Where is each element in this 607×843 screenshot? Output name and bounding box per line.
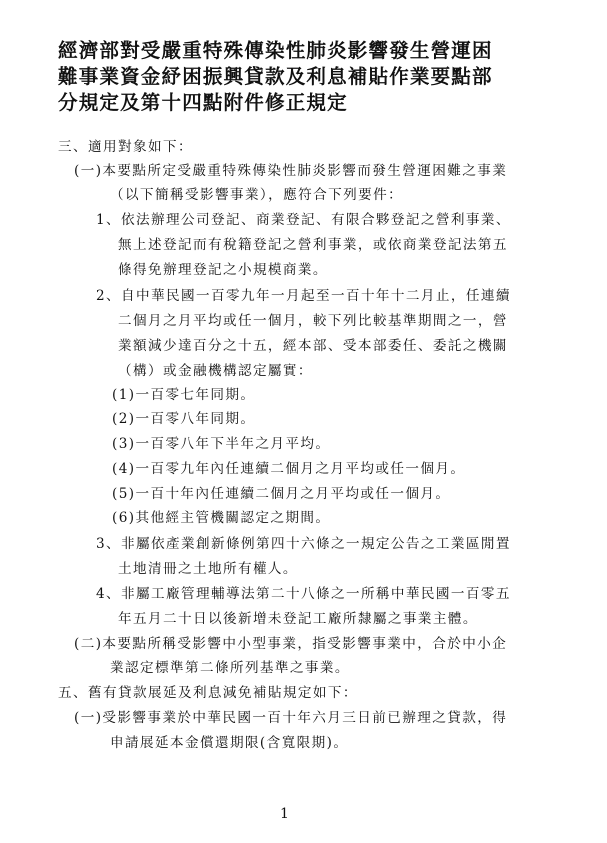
item-1-line-1: 1、依法辦理公司登記、商業登記、有限合夥登記之營利事業、: [96, 212, 511, 228]
item-2-line-1: 2、自中華民國一百零九年一月起至一百十年十二月止，任連續: [96, 288, 511, 304]
section-3-1-line-2: （以下簡稱受影響事業），應符合下列要件：: [110, 187, 404, 203]
sub-item-4: (4)一百零九年內任連續二個月之月平均或任一個月。: [112, 461, 466, 477]
sub-item-3: (3)一百零八年下半年之月平均。: [112, 436, 331, 452]
section-5-1-line-1: (一)受影響事業於中華民國一百十年六月三日前已辦理之貸款，得: [74, 710, 508, 726]
sub-item-6: (6)其他經主管機關認定之期間。: [112, 510, 331, 526]
item-3-line-1: 3、非屬依產業創新條例第四十六條之一規定公告之工業區閒置: [96, 536, 511, 552]
sub-item-5: (5)一百十年內任連續二個月之月平均或任一個月。: [112, 486, 451, 502]
section-3-1-line-1: (一)本要點所定受嚴重特殊傳染性肺炎影響而發生營運困難之事業: [74, 163, 508, 179]
section-5-1-line-2: 申請展延本金償還期限(含寬限期)。: [110, 735, 349, 751]
sub-item-2: (2)一百零八年同期。: [112, 411, 256, 427]
section-5-heading: 五、舊有貸款展延及利息減免補貼規定如下：: [58, 685, 358, 701]
item-4-line-2: 年五月二十日以後新增未登記工廠所隸屬之事業主體。: [118, 611, 478, 627]
section-3-heading: 三、適用對象如下：: [58, 139, 193, 155]
item-3-line-2: 土地清冊之土地所有權人。: [118, 561, 298, 577]
title-line-3: 分規定及第十四點附件修正規定: [58, 91, 348, 114]
item-2-line-2: 二個月之月平均或任一個月，較下列比較基準期間之一，營: [118, 313, 508, 329]
item-2-line-4: （構）或金融機構認定屬實：: [118, 363, 313, 379]
item-1-line-2: 無上述登記而有稅籍登記之營利事業，或依商業登記法第五: [118, 237, 508, 253]
title-line-1: 經濟部對受嚴重特殊傳染性肺炎影響發生營運困: [58, 39, 493, 62]
sub-item-1: (1)一百零七年同期。: [112, 387, 256, 403]
title-line-2: 難事業資金紓困振興貸款及利息補貼作業要點部: [58, 65, 493, 88]
section-3-2-line-2: 業認定標準第二條所列基準之事業。: [110, 660, 350, 676]
item-1-line-3: 條得免辦理登記之小規模商業。: [118, 262, 328, 278]
item-2-line-3: 業額減少達百分之十五，經本部、受本部委任、委託之機關: [118, 338, 508, 354]
item-4-line-1: 4、非屬工廠管理輔導法第二十八條之一所稱中華民國一百零五: [96, 586, 511, 602]
document-title: [58, 38, 558, 116]
section-3-2-line-1: (二)本要點所稱受影響中小型事業，指受影響事業中，合於中小企: [74, 636, 508, 652]
page-number: 1: [280, 806, 289, 822]
